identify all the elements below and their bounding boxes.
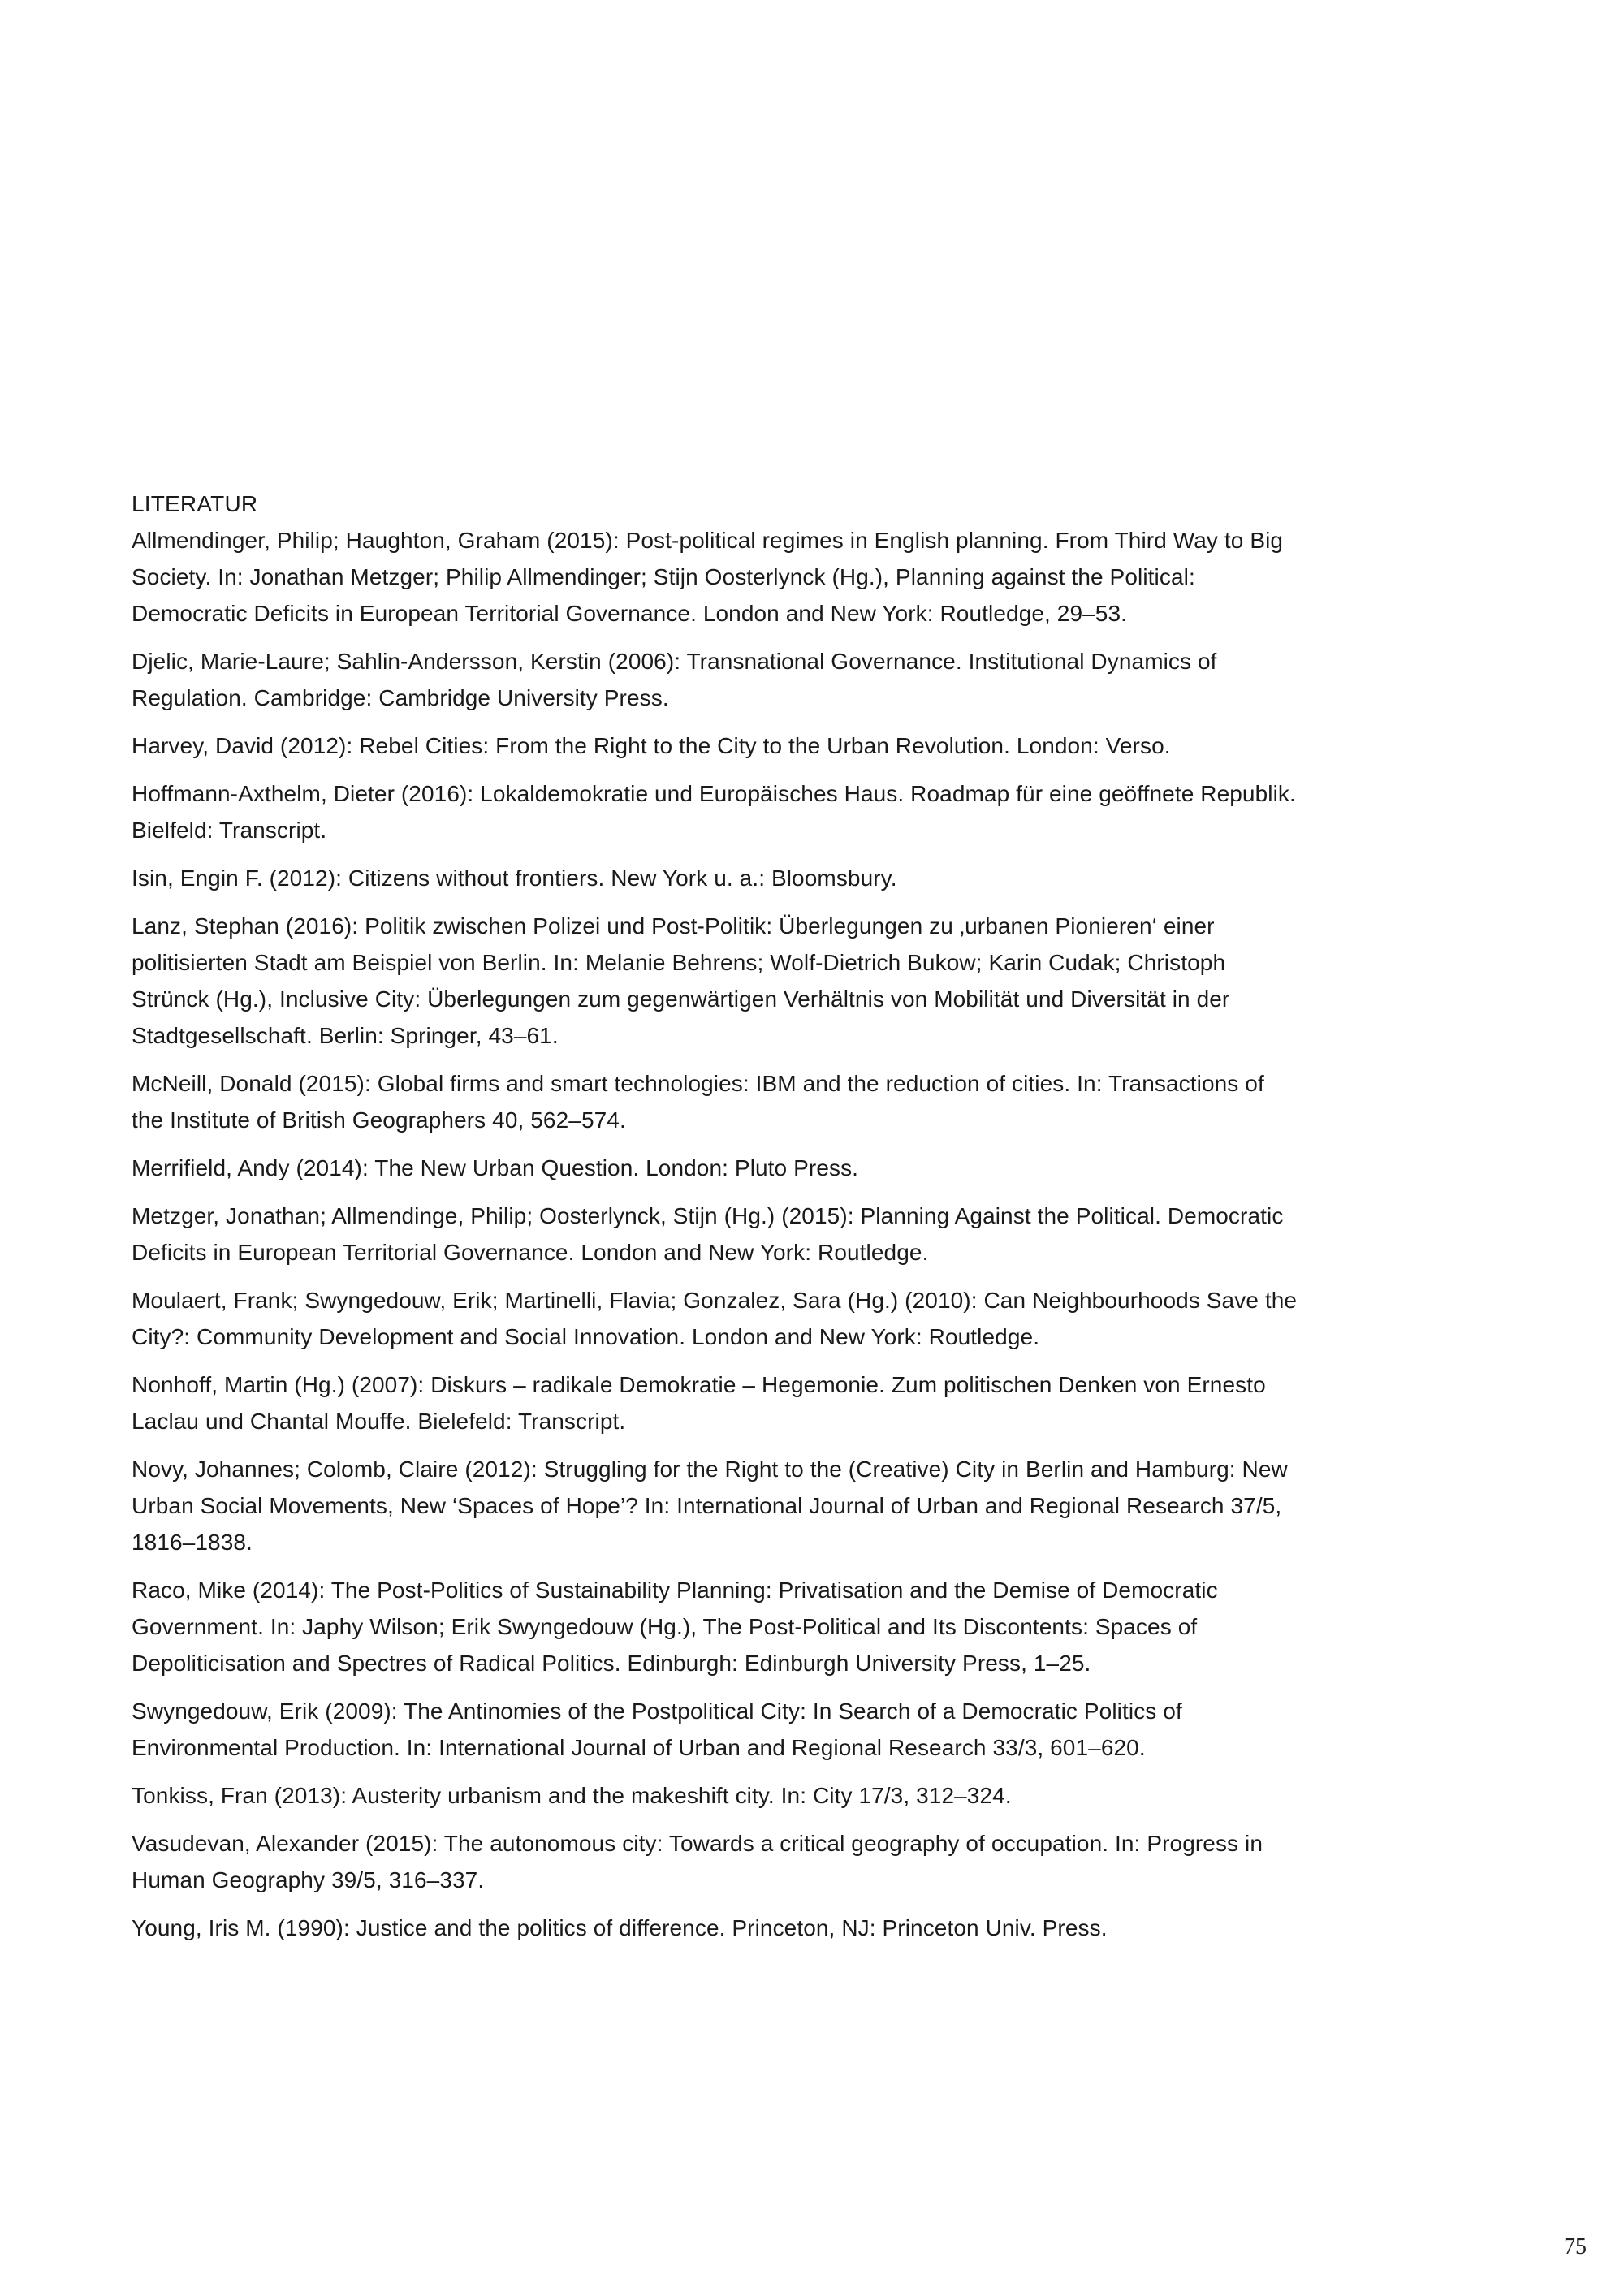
reference-item: Young, Iris M. (1990): Justice and the politics of difference. Princeton, NJ: Princeton Univ. Press.: [132, 1915, 1108, 1940]
reference-item: Moulaert, Frank; Swyngedouw, Erik; Martinelli, Flavia; Gonzalez, Sara (Hg.) (2010): Can Neighbourhoods Save the City?: Community Development and Social Innovation. London and New York: Routledge.: [132, 1288, 1298, 1349]
reference-item: Raco, Mike (2014): The Post-Politics of Sustainability Planning: Privatisation and the Demise of Democratic Government. In: Japhy Wilson; Erik Swyngedouw (Hg.), The Post-Political and Its Discontents: Spaces of Depoliticisation and Spectres of Radical Politics. Edinburgh: Edinburgh University Press, 1–25.: [132, 1577, 1218, 1676]
reference-item: Metzger, Jonathan; Allmendinge, Philip; Oosterlynck, Stijn (Hg.) (2015): Planning Against the Political. Democratic Deficits in European Territorial Governance. London and New York: Routledge.: [132, 1203, 1284, 1265]
reference-item: Lanz, Stephan (2016): Politik zwischen Polizei und Post-Politik: Überlegungen zu ‚urbanen Pionieren‘ einer politisierten Stadt am Beispiel von Berlin. In: Melanie Behrens; Wolf-Dietrich Bukow; Karin Cudak; Christoph Strünck (Hg.), Inclusive City: Überlegungen zum gegenwärtigen Verhältnis von Mobilität und Diversität in der Stadtgesellschaft. Berlin: Springer, 43–61.: [132, 913, 1230, 1048]
literature-section: [132, 486, 1301, 1957]
reference-item: Merrifield, Andy (2014): The New Urban Question. London: Pluto Press.: [132, 1155, 859, 1180]
reference-item: Novy, Johannes; Colomb, Claire (2012): Struggling for the Right to the (Creative) City in Berlin and Hamburg: New Urban Social Movements, New ‘Spaces of Hope’? In: International Journal of Urban and Regional Research 37/5, 1816–1838.: [132, 1457, 1288, 1555]
reference-item: Isin, Engin F. (2012): Citizens without frontiers. New York u. a.: Bloomsbury.: [132, 865, 897, 891]
reference-item: Vasudevan, Alexander (2015): The autonomous city: Towards a critical geography of occupation. In: Progress in Human Geography 39/5, 316–337.: [132, 1831, 1263, 1892]
reference-item: Allmendinger, Philip; Haughton, Graham (2015): Post-political regimes in English planning. From Third Way to Big Society. In: Jonathan Metzger; Philip Allmendinger; Stijn Oosterlynck (Hg.), Planning against the Political: Democratic Deficits in European Territorial Governance. London and New York: Routledge, 29–53.: [132, 528, 1284, 626]
reference-item: Hoffmann-Axthelm, Dieter (2016): Lokaldemokratie und Europäisches Haus. Roadmap für eine geöffnete Republik. Bielfeld: Transcript.: [132, 781, 1296, 843]
reference-list: [132, 522, 1301, 1946]
reference-item: Tonkiss, Fran (2013): Austerity urbanism and the makeshift city. In: City 17/3, 312–324.: [132, 1783, 1012, 1808]
reference-item: Harvey, David (2012): Rebel Cities: From the Right to the City to the Urban Revolution. London: Verso.: [132, 733, 1171, 758]
reference-item: Nonhoff, Martin (Hg.) (2007): Diskurs – radikale Demokratie – Hegemonie. Zum politischen Denken von Ernesto Laclau und Chantal Mouffe. Bielefeld: Transcript.: [132, 1372, 1266, 1434]
reference-item: McNeill, Donald (2015): Global firms and smart technologies: IBM and the reduction of cities. In: Transactions of the Institute of British Geographers 40, 562–574.: [132, 1071, 1264, 1133]
section-heading: LITERATUR: [132, 491, 258, 516]
reference-item: Djelic, Marie-Laure; Sahlin-Andersson, Kerstin (2006): Transnational Governance. Institutional Dynamics of Regulation. Cambridge: Cambridge University Press.: [132, 649, 1217, 710]
page-number: 75: [1564, 2234, 1587, 2259]
reference-item: Swyngedouw, Erik (2009): The Antinomies of the Postpolitical City: In Search of a Democratic Politics of Environmental Production. In: International Journal of Urban and Regional Research 33/3, 601–620.: [132, 1698, 1182, 1760]
